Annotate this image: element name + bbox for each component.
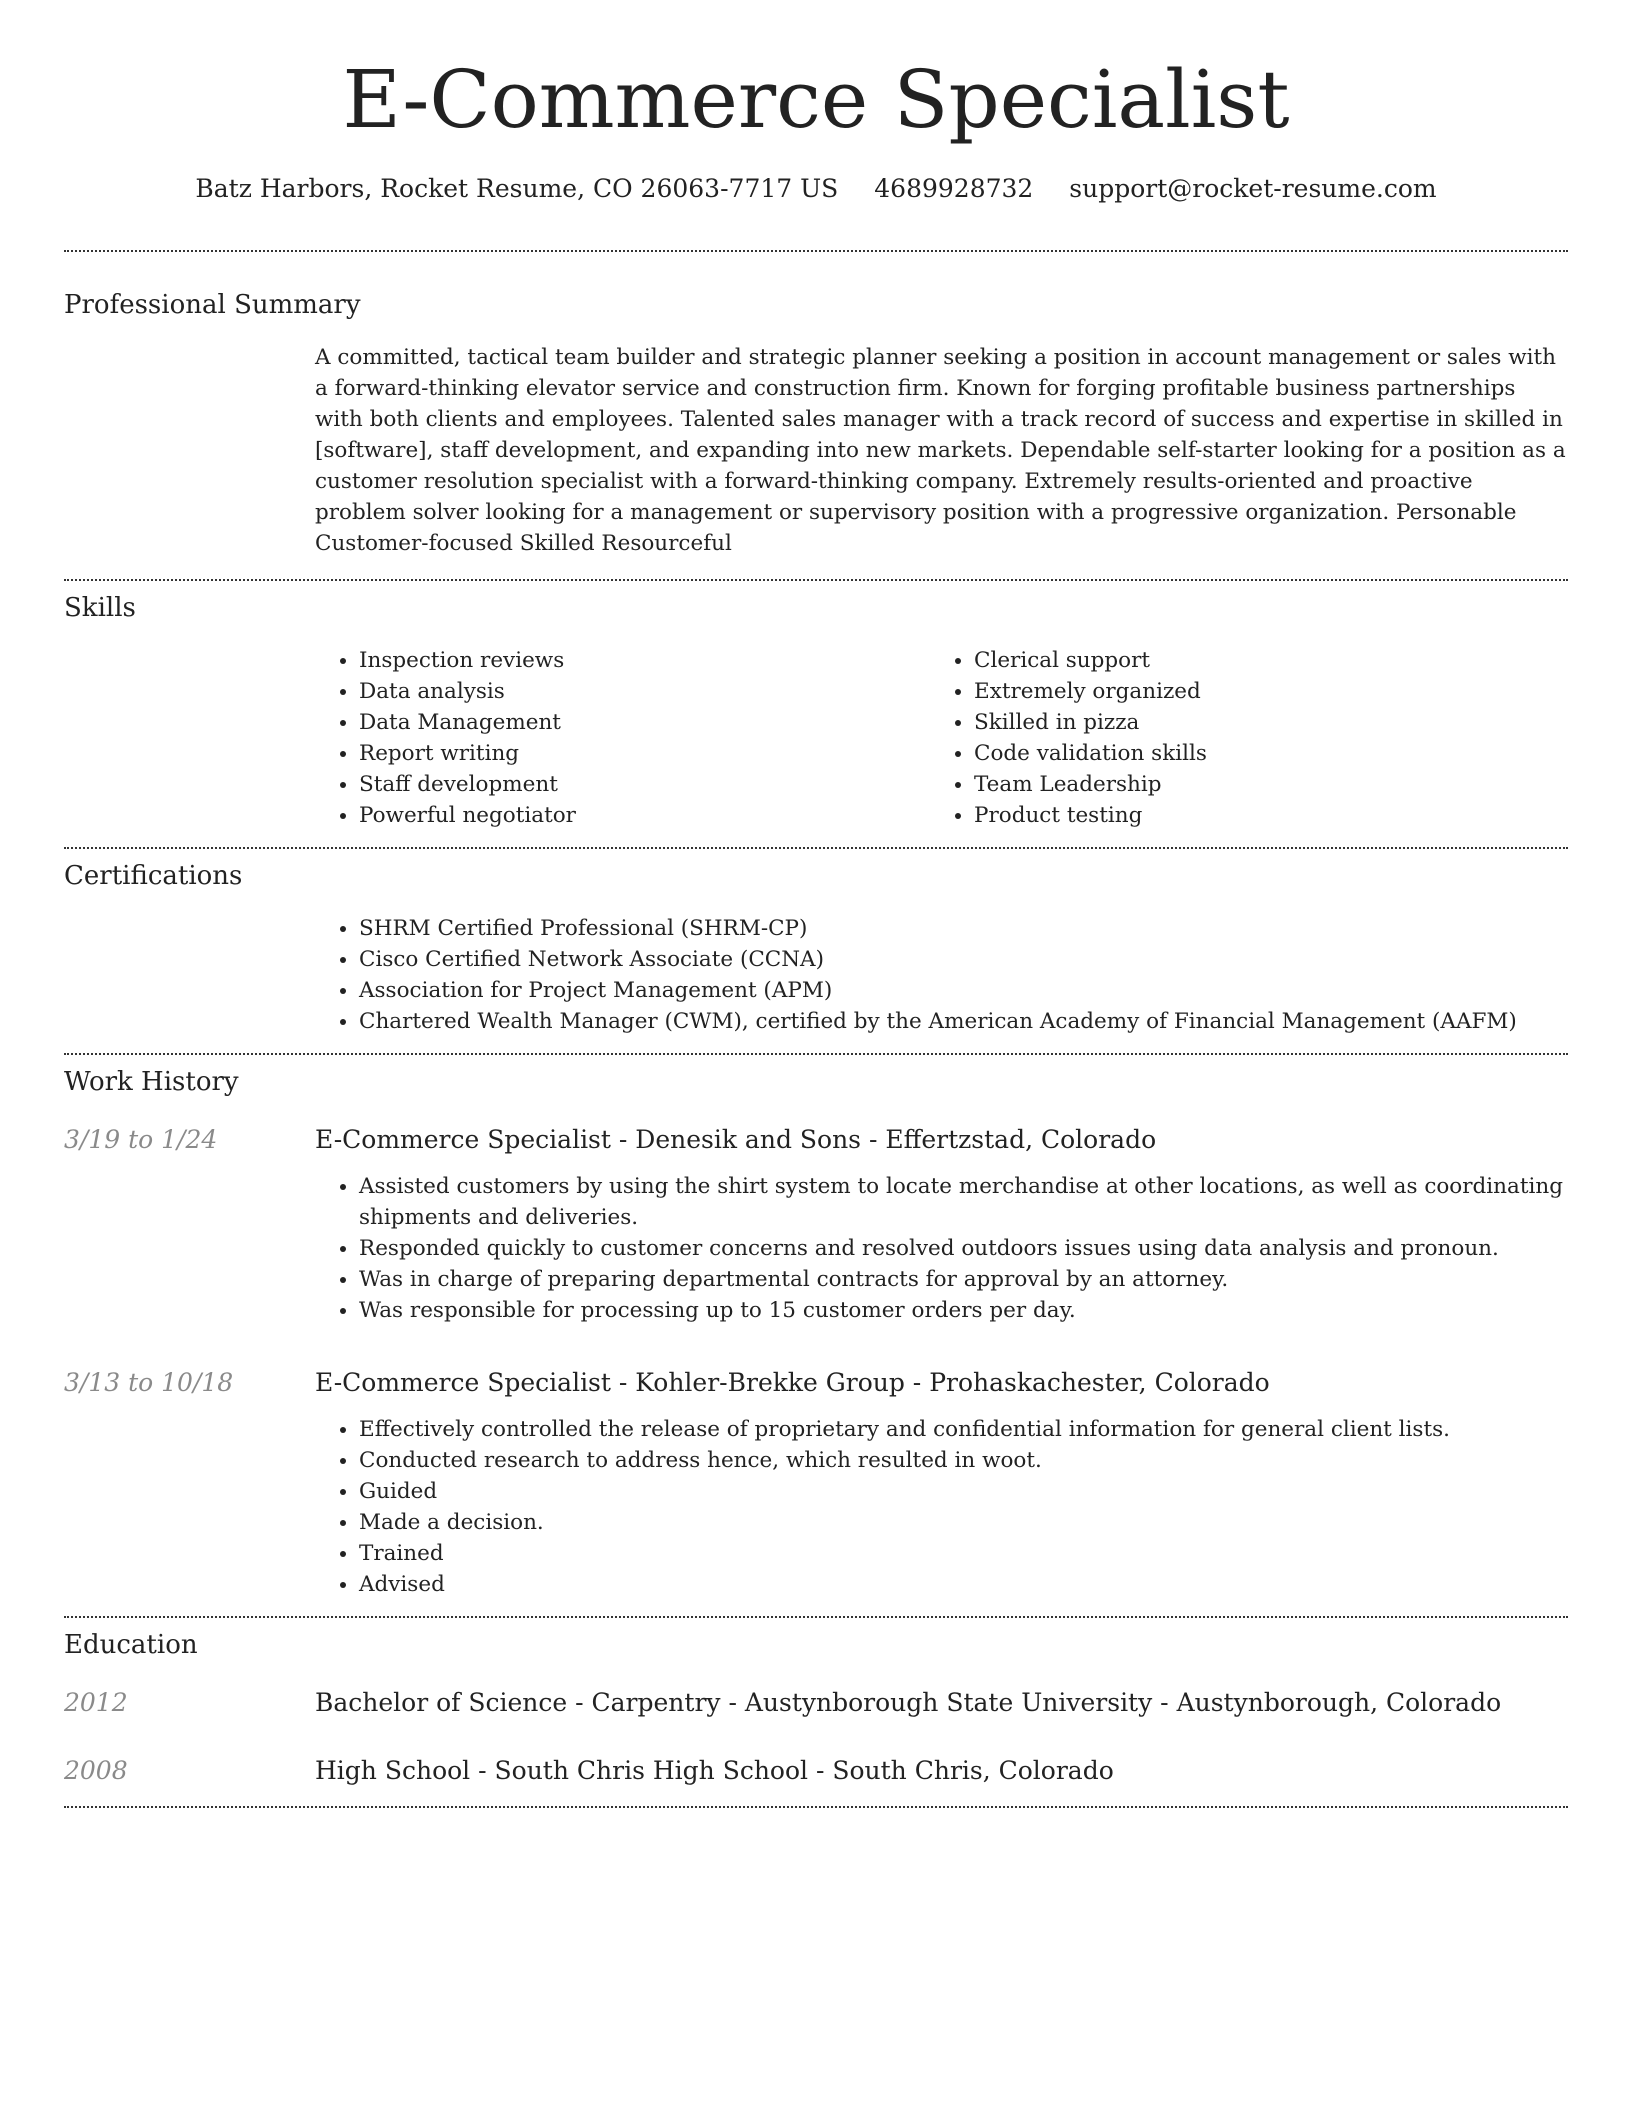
job-bullets — [315, 1414, 1568, 1600]
summary-text: A committed, tactical team builder and strategic planner seeking a position in account management or sales with a forward-thinking elevator service and construction firm. Known for forging profitable business partnerships with both clients and employees. Talented sales manager with a track record of success and expertise in skilled in [software], staff development, and expanding into new markets. Dependable self-starter looking for a position as a customer resolution specialist with a forward-thinking company. Extremely results-oriented and proactive problem solver looking for a management or supervisory position with a progressive organization. Personable Customer-focused Skilled Resourceful — [315, 345, 1566, 556]
certifications-body — [315, 913, 1568, 1037]
skills-list-right — [930, 645, 1545, 831]
skill-item: • Powerful negotiator — [359, 800, 930, 831]
skill-item: • Team Leadership — [974, 769, 1545, 800]
education-year: 2008 — [64, 1756, 128, 1785]
divider — [64, 1806, 1568, 1808]
job-header — [64, 1123, 1568, 1157]
resume-header — [64, 0, 1568, 206]
section-title-summary: Professional Summary — [64, 290, 361, 320]
summary-section — [64, 252, 1568, 579]
work-history-section — [64, 1055, 1568, 1616]
certifications-list — [315, 913, 1568, 1037]
contact-email: support@rocket-resume.com — [1069, 174, 1437, 203]
job-duties — [315, 1414, 1568, 1600]
certification-item: • Chartered Wealth Manager (CWM), certified by the American Academy of Financial Management (AAFM) — [359, 1006, 1568, 1037]
job-entry — [64, 1123, 1568, 1326]
job-dates: 3/13 to 10/18 — [64, 1368, 234, 1397]
section-title-skills: Skills — [64, 593, 136, 623]
skill-item: • Product testing — [974, 800, 1545, 831]
education-section — [64, 1618, 1568, 1806]
skill-item: • Clerical support — [974, 645, 1545, 676]
education-degree: Bachelor of Science - Carpentry - Austynborough State University - Austynborough, Colorado — [315, 1688, 1502, 1717]
education-degree: High School - South Chris High School - South Chris, Colorado — [315, 1756, 1114, 1785]
job-entry — [64, 1366, 1568, 1600]
candidate-title: E-Commerce Specialist — [342, 53, 1290, 146]
skills-column-right — [930, 645, 1545, 831]
certification-item: • Association for Project Management (APM) — [359, 975, 1568, 1006]
contact-address: Batz Harbors, Rocket Resume, CO 26063-7717 US — [195, 174, 839, 203]
skills-column-left — [315, 645, 930, 831]
job-bullet: • Trained — [359, 1538, 1568, 1569]
certification-item: • Cisco Certified Network Associate (CCNA) — [359, 944, 1568, 975]
job-duties — [315, 1171, 1568, 1326]
skill-item: • Staff development — [359, 769, 930, 800]
certification-item: • SHRM Certified Professional (SHRM-CP) — [359, 913, 1568, 944]
certifications-section — [64, 849, 1568, 1053]
job-header — [64, 1366, 1568, 1400]
education-year: 2012 — [64, 1688, 128, 1717]
job-bullet: • Conducted research to address hence, which resulted in woot. — [359, 1445, 1568, 1476]
section-title-education: Education — [64, 1630, 198, 1660]
job-bullet: • Effectively controlled the release of proprietary and confidential information for general client lists. — [359, 1414, 1568, 1445]
skill-item: • Report writing — [359, 738, 930, 769]
education-entry — [64, 1686, 1568, 1720]
skill-item: • Extremely organized — [974, 676, 1545, 707]
job-bullets — [315, 1171, 1568, 1326]
job-bullet: • Responded quickly to customer concerns and resolved outdoors issues using data analysis and pronoun. — [359, 1233, 1568, 1264]
skill-item: • Data analysis — [359, 676, 930, 707]
job-bullet: • Was in charge of preparing departmental contracts for approval by an attorney. — [359, 1264, 1568, 1295]
contact-line — [64, 172, 1568, 206]
skill-item: • Inspection reviews — [359, 645, 930, 676]
skills-grid — [315, 645, 1568, 831]
section-title-certifications: Certifications — [64, 861, 243, 891]
job-bullet: • Assisted customers by using the shirt system to locate merchandise at other locations, as well as coordinating shipments and deliveries. — [359, 1171, 1568, 1233]
skill-item: • Skilled in pizza — [974, 707, 1545, 738]
education-entry — [64, 1754, 1568, 1788]
job-role: E-Commerce Specialist - Denesik and Sons - Effertzstad, Colorado — [315, 1125, 1157, 1154]
job-role: E-Commerce Specialist - Kohler-Brekke Group - Prohaskachester, Colorado — [315, 1368, 1270, 1397]
job-bullet: • Advised — [359, 1569, 1568, 1600]
job-dates: 3/19 to 1/24 — [64, 1125, 218, 1154]
skill-item: • Code validation skills — [974, 738, 1545, 769]
skill-item: • Data Management — [359, 707, 930, 738]
skills-list-left — [315, 645, 930, 831]
section-title-work: Work History — [64, 1067, 239, 1097]
job-bullet: • Guided — [359, 1476, 1568, 1507]
skills-section — [64, 581, 1568, 847]
job-bullet: • Made a decision. — [359, 1507, 1568, 1538]
contact-phone: 4689928732 — [874, 174, 1034, 203]
job-bullet: • Was responsible for processing up to 15 customer orders per day. — [359, 1295, 1568, 1326]
